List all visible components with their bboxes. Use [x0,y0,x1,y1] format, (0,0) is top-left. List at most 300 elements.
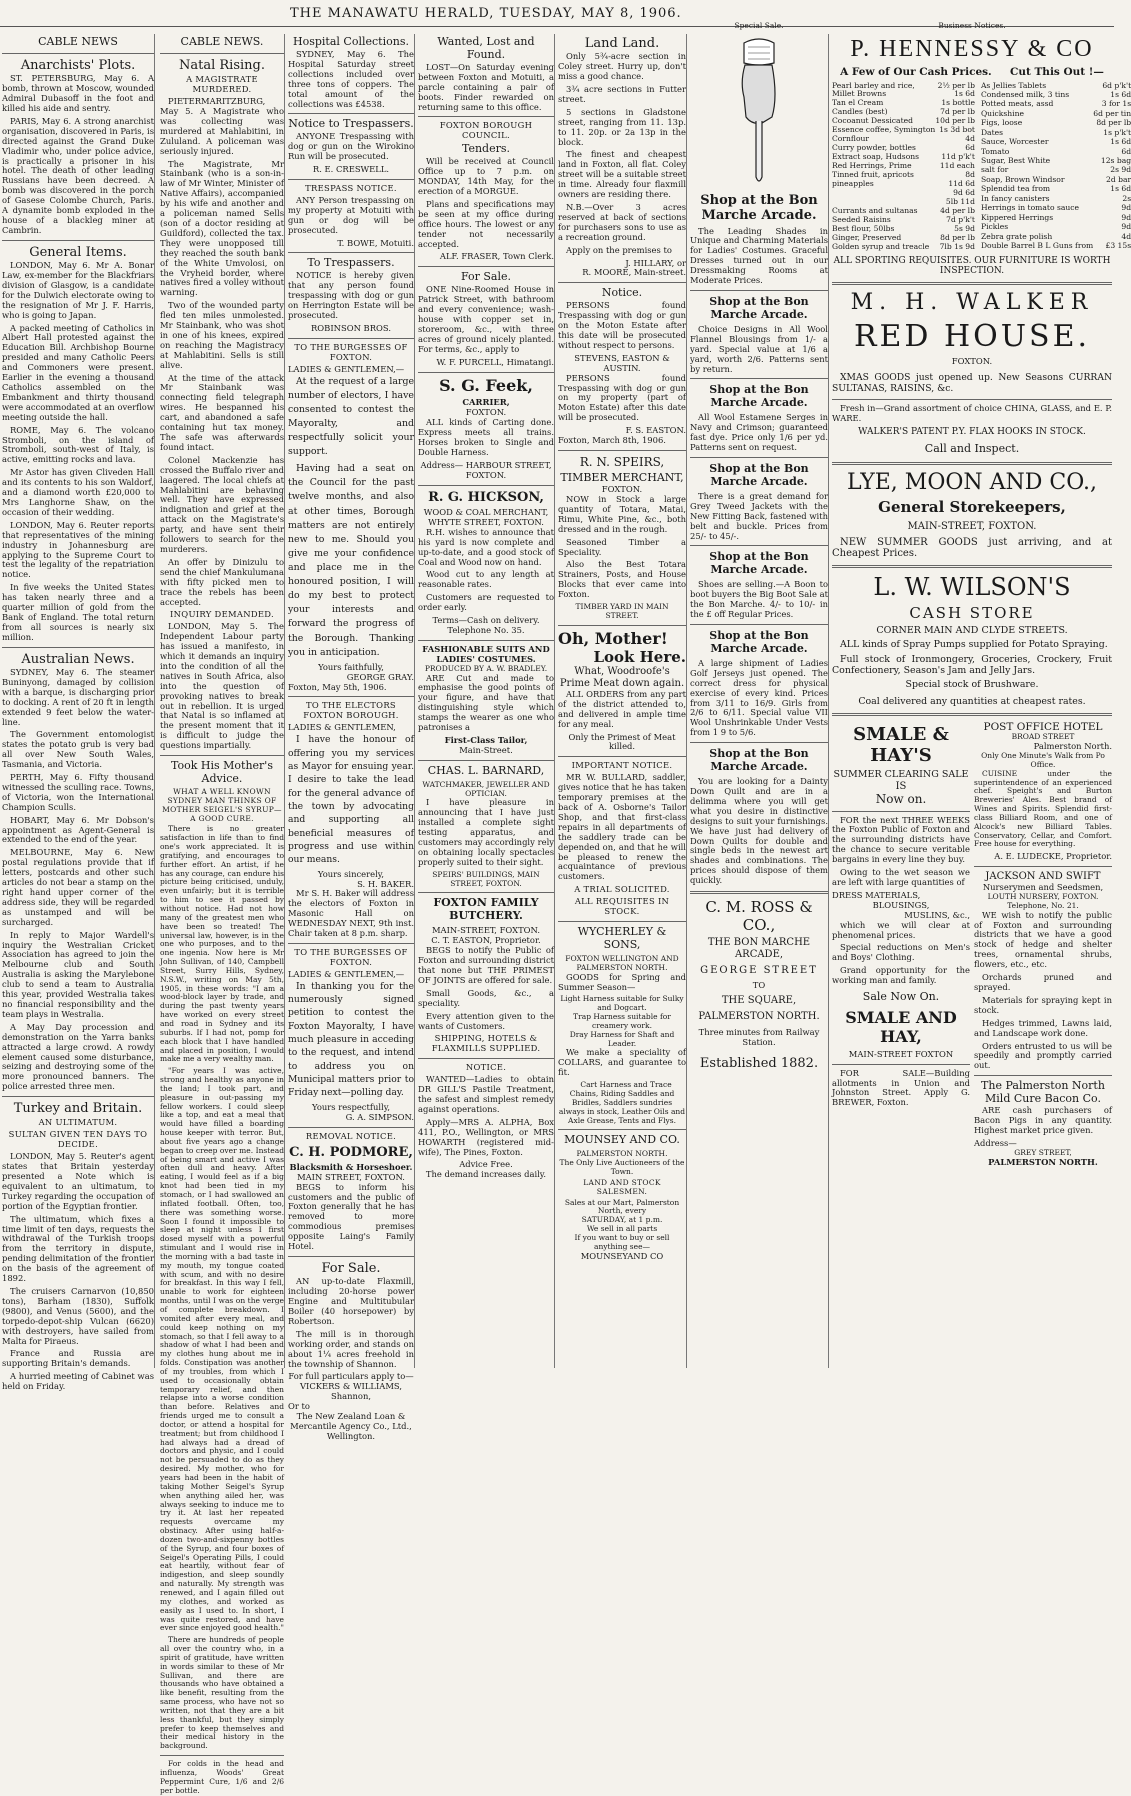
podmore-name: C. H. PODMORE, [289,1144,413,1160]
heading-bon-marche: Shop at the Bon Marche Arcade. [709,461,809,488]
hickson-terms: Terms—Cash on delivery. [432,615,540,626]
hickson-address: WHYTE STREET, FOXTON. [428,516,544,527]
wilson-corner: CORNER MAIN AND CLYDE STREETS. [876,625,1068,637]
paragraph: WANTED—Ladies to obtain DR GILL'S Pastile Treatment, the safest and simplest remedy against operations. [418,1074,554,1114]
price-item: Dates [980,127,1004,137]
heading-natal-rising: Natal Rising. [179,57,265,73]
heading-bon-marche: Shop at the Bon Marche Arcade. [709,629,809,655]
paragraph: BEGS to inform his customers and the public of Foxton generally that he has removed to more commodious premises opposite Laing's Family Hotel. [288,1181,414,1252]
price-item: Zebra grate polish [980,231,1053,241]
paragraph: Grand opportunity for the working man and family. [832,965,970,986]
wilson-store: CASH STORE [909,603,1035,622]
smale-hay-ad [832,721,970,1111]
po-hotel-street: BROAD STREET [1011,732,1075,742]
price-value: 9d [1121,203,1131,213]
wycherley-item: Light Harness suitable for Sulky and Dogcart. [560,994,684,1013]
column-business-notices [832,21,1131,1368]
paragraph: Colonel Mackenzie has crossed the Buffalo river and laagered. The local chiefs at Mahlabitini are behaving well. They have expressed indignation and grief at the attack on the Magistrate's party, and have sent their followers to search for the murderers. [160,454,284,554]
bacon-town: PALMERSTON NORTH. [988,1156,1098,1167]
paragraph: which we will clear at phenomenal prices. [832,919,970,940]
mounsey-salesmen: LAND AND STOCK SALESMEN. [583,1177,661,1196]
paragraph: Apply on the premises to [566,244,672,255]
demand-line: The demand increases daily. [425,1169,547,1180]
paragraph: In five weeks the United States has taken nearly three and a quarter million of gold from the Bank of England. The total return from all sources is nearly six million. [2,582,154,642]
hennessy-subheading [832,66,1112,78]
price-item: Herrings in tomato sauce [980,203,1080,213]
page-title: THE MANAWATU HERALD, TUESDAY, MAY 8, 1906. [290,6,682,21]
all-requisites: ALL REQUISITES IN STOCK. [574,896,670,917]
wilson-coal: Coal delivered any quantities at cheapest rates. [858,695,1086,707]
hennessy-footer: ALL SPORTING REQUISITES. OUR FURNITURE IS WORTH INSPECTION. [833,255,1111,277]
heading-to-trespassers: To Trespassers. [307,256,395,270]
paragraph: PERSONS found Trespassing with dog or gun on the Moton Estate after this date will be prosecuted without respect to persons. [558,300,686,350]
paragraph: The Government entomologist states the potato grub is very bad all over New South Wales, Tasmania, and Victoria. [2,729,154,770]
heading-australian-news: Australian News. [21,651,135,667]
paragraph: An offer by Dinizulu to send the chief Mankulumana with fifty picked men to trace the rebels has been accepted. [160,556,284,607]
paragraph: The cruisers Carnarvon (10,850 tons), Barham (1830), Suffolk (9800), and Venus (5600), and the torpedo-depot-ship Vulcan (6620) with destroyers, have sailed from Malta for Piraeus. [2,1285,154,1346]
paragraph: In thanking you for the numerously signed petition to contest the Foxton Mayoralty, I have much pleasure in acceding to the request, and intend to address you on Municipal matters prior to Friday next—polling day. [288,980,414,1099]
price-value: 1s bottle [941,98,975,108]
column-notices-2 [418,34,555,1368]
podmore-trade: Blacksmith & Horseshoer. [289,1161,413,1172]
paragraph: ROME, May 6. The volcano Stromboli, on the island of Stromboli, south-west of Italy, is active, emitting rocks and lava. [2,424,154,465]
price-item: Red Herrings, Prime [832,161,912,171]
mounsey-sell: We sell in all parts [586,1224,658,1234]
paragraph: R.H. wishes to announce that his yard is now complete and up-to-date, and a good stock of Coal and Wood now on hand. [418,526,554,567]
price-item: Sauce, Worcester [980,137,1049,147]
ross-town: PALMERSTON NORTH. [698,1010,820,1022]
price-value: 8d per lb [1096,118,1131,128]
paragraph: A packed meeting of Catholics in Albert Hall protested against the Education Bill. Archbishop Bourne presided and many Catholic Peers and Commoners were present. Earlier in the evening a thousand Catholics assembled on the Embankment and thirty thousand were accommodated at an overflow meeting outside the hall. [2,322,154,422]
price-item [832,189,935,198]
paragraph: I have the honour of offering you my services as Mayor for ensuing year. I desire to take the lead for the general advance of the town by advocating and supporting all beneficial measures of progress and use within our means. [288,734,414,866]
heading-special-sale: Special Sale. [734,21,784,30]
price-value: 1s 6d [954,89,975,99]
heading-anarchists: Anarchists' Plots. [20,57,136,73]
walker-name: M. H. WALKER [850,289,1094,315]
wilson-special: Special stock of Brushware. [905,678,1039,690]
paragraph: ARE Cut and made to emphasise the good points of your figure, and have that distinguishing style which stamps the wearer as one who patronises a [418,672,554,733]
butchery-address: MAIN-STREET, FOXTON. [431,925,541,936]
advice-free: Advice Free. [459,1159,513,1170]
heading-for-sale-house: For Sale. [460,270,512,284]
column-cable-news [2,34,155,1392]
paragraph: There is no greater satisfaction in life than to find one's work appreciated. It is gratifying, and encourages to further effort. An artist, if he has any courage, can endure his picture being criticised, unduly, even unfairly; but it is terrible to him to see it passed by without notice. Had not how many of the greatest men who have been so treated! The universal law, however, is in the one who purposes, and to the one ingenia. Now here is Mr John Sullivan, of 140, Campbell Street, Surry Hills, Sydney, N.S.W., writing on May 5th, 1905, in these words: "I am a wood-block layer by trade, and during the past twenty years have worked on every street and road in Sydney and its suburbs. If I had not, pomp for each block that I have handled and placed in position, I would make me a very wealthy man. [160,824,284,1064]
price-value: 3 for 1s [1101,99,1131,109]
price-item: Sugar, Best White [980,156,1051,166]
footnote: For colds in the head and influenza, Woods' Great Peppermint Cure, 1/6 and 2/6 per bottle. [160,1759,284,1795]
price-value: 2s [1122,193,1131,203]
price-item: In fancy canisters [980,193,1050,203]
signature: The New Zealand Loan & Mercantile Agency Co., Ltd., Wellington. [290,1411,412,1441]
paragraph: N.B.—Over 3 acres reserved at back of sections for purchasers sons to use as a recreation ground. [558,202,686,242]
subheading-sultan: SULTAN GIVEN TEN DAYS TO DECIDE. [8,1129,148,1150]
paragraph: GOODS for Spring and Summer Season— [558,971,686,992]
price-value: £3 15s [1105,240,1131,250]
po-hotel-minute: Only One Minute's Walk from Po Office. [981,751,1105,769]
barnard-trade: WATCHMAKER, JEWELLER AND OPTICIAN. [422,779,550,798]
paragraph: ANYONE Trespassing with dog or gun on the Wirokino Run will be prosecuted. [288,131,414,162]
paragraph: Two of the wounded party fled ten miles unmolested. Mr Stainbank, who was shot in one of his knees, expired on reaching the Magistracy at Mahlabitini. Sells is still alive. [160,300,284,370]
paragraph: SYDNEY, May 6. The steamer Buninyong, damaged by collision with a barque, is discharging prior to docking. A rent of 20 ft in length extended 9 feet below the water-line. [2,666,154,727]
paragraph: HOBART, May 6. Mr Dobson's appointment as Agent-General is extended to the end of the year. [2,814,154,845]
jackson-swift-name: JACKSON AND SWIFT [985,871,1101,883]
price-value: 6d per tin [1093,108,1131,118]
paragraph: The Leading Shades in Unique and Charming Materials for Ladies' Costumes. Graceful Dresses turned out in our Dressmaking Rooms at Moderate Prices. [690,225,828,286]
price-value: 11d p'k't [941,152,975,162]
paragraph: Only 5¾-acre section in Coley street. Hurry up, don't miss a good chance. [558,51,686,82]
paragraph: A hurried meeting of Cabinet was held on Friday. [2,1371,154,1392]
subheading-inquiry: INQUIRY DEMANDED. [170,609,274,620]
smale-sale-now-on: Sale Now On. [862,990,940,1004]
speirs-name: R. N. SPEIRS, [579,455,665,470]
jackson-swift-address: LOUTH NURSERY, FOXTON. [987,891,1099,901]
heading-wanted-lost-found: Wanted, Lost and Found. [437,35,535,61]
price-value: 8d per lb [940,232,975,242]
price-value: 1s p'k't [1103,127,1131,137]
signature: R. E. CRESWELL. [312,164,390,175]
paragraph: There are hundreds of people all over the country who, in a spirit of gratitude, have written in words similar to these of Mr Sullivan, and there are thousands who have obtained a like benefit, resulting from the same process, who have not so written, not that they are a bit less thankful, but they simply prefer to keep themselves and their medical history in the background. [160,1635,284,1751]
paragraph: Also the Best Totara Strainers, Posts, and House Blocks that ever came into Foxton. [558,559,686,600]
ross-minutes: Three minutes from Railway Station. [698,1027,820,1048]
podmore-address: MAIN STREET, FOXTON. [297,1171,405,1182]
po-hotel-name: POST OFFICE HOTEL [983,720,1103,733]
price-item: Candles (best) [832,107,888,117]
paragraph: ALL ORDERS from any part of the district attended to, and delivered in ample time for any meal. [558,688,686,729]
price-value: 5s 9d [954,223,975,233]
price-item: Soap, Brown Windsor [980,174,1065,184]
price-item: Pickles [980,222,1009,232]
paragraph: Full stock of Ironmongery, Groceries, Crockery, Fruit Confectionery, Season's Jam and Jelly Jars. [832,653,1112,676]
price-value: 7d per lb [940,107,975,117]
paragraph: The ultimatum, which fixes a time limit of ten days, requests the withdrawal of the Turkish troops from the territory in dispute, pending delimitation of the frontier on the basis of the agreement of 1892. [2,1213,154,1284]
paragraph: LONDON, May 6. Reuter reports that representatives of the mining industry in Johannesburg are applying to the Supreme Court to test the legality of the repatriation notice. [2,519,154,580]
smale-list-item: MUSLINS, &c., [904,909,970,920]
paragraph: XMAS GOODS just opened up. New Seasons CURRAN SULTANAS, RAISINS, &c. [832,372,1112,394]
heading-hospital: Hospital Collections. [293,35,409,48]
price-item: Extract soap, Hudsons [832,152,920,162]
paragraph: BEGS to notify the Public of Foxton and surrounding district that none but THE PRIMEST OF JOINTS are offered for sale. [418,945,554,985]
paragraph: ANY Person trespassing on my property at Motuiti with gun or dog will be prosecuted. [288,194,414,235]
signature: S. H. BAKER. [357,878,414,889]
woodroofe-look-here: Look Here. [593,647,686,666]
price-item: Curry powder, bottles [832,143,916,153]
price-value: 10d per lb [935,116,975,126]
heading-notice: NOTICE. [465,1062,507,1073]
woodroofe-primest: Only the Primest of Meat killed. [568,731,676,752]
or-line: Or to [288,1401,310,1412]
paragraph: Cart Harness and Trace Chains, Riding Saddles and Bridles, Saddlers sundries always in stock, Leather Oils and Axle Grease, Tents and Flys. [558,1080,686,1125]
heading-notice: Notice. [601,286,643,300]
bradley-tailor: First-Class Tailor, [444,734,528,745]
ross-arcade: THE BON MARCHE ARCADE, [707,937,811,961]
speirs-town: FOXTON. [601,484,643,495]
red-house-town: FOXTON. [951,356,993,367]
price-value: 11d 6d [948,179,975,189]
price-item: Double Barrel B L Guns from [980,240,1094,250]
paragraph: The mill is in thorough working order, and stands on about 1¼ acres freehold in the township of Shannon. [288,1328,414,1369]
heading-important-notice: IMPORTANT NOTICE. [571,760,673,771]
paragraph: LONDON, May 6. Mr A. Bonar Law, ex-member for the Blackfriars division of Glasgow, is a candidate for the Dulwich electorate owing to the resignation of Mr J. F. Harris, who is going to Japan. [2,260,154,320]
paragraph: Orders entrusted to us will be speedily and promptly carried out. [974,1040,1112,1071]
jackson-swift-trade: Nurserymen and Seedsmen, [982,882,1104,893]
paragraph: "For years I was active, strong and healthy as anyone in the land; I took part, and pleasure in out-passing my fellow workers. I could sleep like a top, and eat a meal that would have filled a boarding house keeper with terror. But, about five years ago a change began to creep over me. Instead of being smart and active I was often dull and heavy. After eating, I would feel as if a big knot had been tied in my stomach, or I had swallowed an inflated football. Often, too, there was something worse. Soon I found it impossible to sleep at night unless I first dosed myself with a powerful stimulant and I would rise in the morning with a bad taste in my mouth, my tongue coated with scum, and with no desire for breakfast. In this way I fell, unable to work for eighteen months, until I was on the verge of complete breakdown. I vomited after every meal, and could keep nothing on my stomach, so that I fell away to a shadow of what I had been and my clothes hung about me in folds. Constipation was another of my troubles, from which I used to occasionally obtain temporary relief, and then relapse into a worse condition than before. Relatives and friends urged me to consult a doctor, or attend a hospital for treatment; but from childhood I had always had a dread of doctors and physic, and I could not be persuaded to do as they desired. My mother, who for years had been in the habit of taking Mother Seigel's Syrup when anything ailed her, was always seeking to induce me to try it. At last her repeated requests overcame my obstinacy. After using half-a-dozen two-and-sixpenny bottles of the Syrup, and four boxes of Seigel's Operating Pills, I could eat heartily, without fear of indigestion, and sleep soundly and naturally. My strength was renewed, and I again filled out my clothes, and worked as easily as I used to. In short, I was quite restored, and have ever since enjoyed good health." [160,1066,284,1633]
paragraph: Mr S. H. Baker will address the electors of Foxton in Masonic Hall on WEDNESDAY NEXT, 9th inst. Chair taken at 8 p.m. sharp. [288,888,414,939]
paragraph: There is a great demand for Grey Tweed Jackets with the New Fitting Back, fastened with belt and buckle. Prices from 25/- to 45/-. [690,490,828,541]
bacon-co-name: The Palmerston North Mild Cure Bacon Co. [981,1079,1105,1106]
feek-name: S. G. Feek, [439,375,533,395]
paragraph: NOTICE is hereby given that any person found trespassing with dog or gun on Herrington Estate will be prosecuted. [288,270,414,321]
call-inspect: Call and Inspect. [924,442,1020,456]
paragraph: ALL kinds of Carting done. Express meets all trains. Horses broken to Single and Double Harness. [418,417,554,457]
price-value: 4d [1121,231,1131,241]
hennessy-cash-prices: A Few of Our Cash Prices. [840,66,992,79]
date: Foxton, May 5th, 1906. [288,681,387,692]
column-notices-1 [288,34,415,1441]
smale-now-on: Now on. [875,792,927,807]
heading-business-notices: Business Notices. [938,21,1006,30]
paragraph: At the time of the attack Mr Stainbank was connecting field telegraph wires. He bespanned his cart, and abandoned a safe containing hut tax money. The safe was afterwards found intact. [160,372,284,452]
signature: ROBINSON BROS. [311,322,391,333]
paragraph: CUISINE under the superintendence of an experienced chef. Speight's and Burton Breweries' Ales. Best brand of Wines and Spirits. Splendid first-class Billiard Room, and one of Alcock's new Billiard Tables. Conservatory, Cellar, and Comfort. Free house for everything. [974,768,1112,849]
hennessy-cut-out: Cut This Out !— [1010,66,1104,79]
price-value: 1s 6d [1110,137,1131,147]
price-value: 9d 6d [953,187,975,197]
mounsey-signature: MOUNSEYAND CO [580,1250,664,1261]
price-item: Tomato [980,146,1010,156]
paragraph: AN up-to-date Flaxmill, including 20-horse power Engine and Multitubular Boiler (40 horsepower) by Robertson. [288,1276,414,1326]
paragraph: PERTH, May 6. Fifty thousand witnessed the sculling race. Towns, of Victoria, won the International Champion Sculls. [2,772,154,812]
price-lists [832,80,1131,252]
paragraph: At the request of a large number of electors, I have consented to contest the Mayoralty, and respectfully solicit your support. [288,375,414,458]
feek-address: Address— HARBOUR STREET, FOXTON. [420,459,552,480]
paragraph: Shoes are selling.—A Boon to boot buyers the Big Boot Sale at the Bon Marche. 4/- to 10/- in the £ off Regular Prices. [690,579,828,620]
paragraph: In reply to Major Wardell's inquiry the Westralian Cricket Association has agreed to join the Melbourne club and South Australia is asking the Marylebone club to send a team to Australia this year, provided Westralia takes no financial responsibility and the team plays in Westralia. [2,929,154,1019]
price-item: Best flour, 50lbs [832,223,895,233]
paragraph: LOST—On Saturday evening between Foxton and Motuiti, a parcle containing a pair of boots. Finder rewarded on returning same to this office. [418,61,554,112]
paragraph: Will be received at Council Office up to 7 p.m. on MONDAY, 14th May, for the erection of a MORGUE. [418,156,554,196]
paragraph: The finest and cheapest land in Foxton, all flat. Coley street will be a suitable street in time. Already four flaxmill owners are residing there. [558,149,686,200]
heading-trespassers: Notice to Trespassers. [288,117,414,131]
jackson-swift-telephone: Telephone, No. 21. [1007,900,1079,910]
paragraph: We make a speciality of COLLARS, and guarantee to fit. [558,1047,686,1078]
lye-moon-address: MAIN-STREET, FOXTON. [907,520,1037,532]
hickson-name: R. G. HICKSON, [428,489,544,505]
paragraph: Plans and specifications may be seen at my office during office hours. The lowest or any tender not necessarily accepted. [418,198,554,249]
heading-trespass-notice: TRESPASS NOTICE. [305,183,397,193]
price-item: Cornflour [832,134,870,144]
price-item: As Jellies Tablets [980,80,1047,90]
closing: Yours faithfully, [318,661,384,672]
heading-land: Land Land. [584,36,660,51]
price-value: 6d [1121,146,1131,156]
price-item: Ginger, Preserved [832,232,902,242]
heading-general-items: General Items. [29,244,127,260]
smale-list-item: DRESS MATERIALS, [832,889,921,900]
woodroofe-tagline: What, Woodroofe's Prime Meat down again. [559,666,685,690]
paragraph: Small Goods, &c., a speciality. [418,987,554,1008]
paragraph: Choice Designs in All Wool Flannel Blousings from 1/- a yard. Special value at 1/6 a yard, worth 2/6. Patterns sent by return. [690,323,828,374]
signature: F. S. EASTON. [625,425,686,436]
date: Foxton, March 8th, 1906. [558,435,666,446]
mounsey-name: MOUNSEY AND CO. [564,1133,680,1147]
heading-bon-marche: Shop at the Bon Marche Arcade. [709,294,809,321]
wycherley-item: Trap Harness suitable for creamery work. [573,1012,671,1030]
signature: VICKERS & WILLIAMS, Shannon, [299,1381,403,1402]
price-value: 12s bag [1100,156,1131,166]
hickson-telephone: Telephone No. 35. [447,624,525,635]
heading-took-advice: Took His Mother's Advice. [171,759,273,786]
paragraph: NEW SUMMER GOODS just arriving, and at Cheapest Prices. [832,536,1112,560]
price-value: 5lb 11d [945,196,975,206]
wycherley-towns: FOXTON WELLINGTON AND PALMERSTON NORTH. [565,953,679,972]
bradley-heading: FASHIONABLE SUITS AND LADIES' COSTUMES. [422,643,550,664]
mounsey-text: The Only Live Auctioneers of the Town. [559,1158,685,1177]
heading-burgesses-simpson: TO THE BURGESSES OF FOXTON. [294,946,408,967]
signature: J. HILLARY, or [625,257,686,268]
signature: T. BOWE, Motuiti. [337,237,414,248]
paragraph: FOR SALE—Building allotments in Union and Johnston Street. Apply G. BREWER, Foxton. [832,1067,970,1108]
mounsey-town: PALMERSTON NORTH. [576,1149,668,1159]
heading-burgesses-gray: TO THE BURGESSES OF FOXTON. [294,341,408,362]
subheading-seigels: WHAT A WELL KNOWN SYDNEY MAN THINKS OF MOTHER SEIGEL'S SYRUP—A GOOD CURE. [162,787,282,823]
price-value: 4d [965,134,975,144]
bradley-address: Main-Street. [459,744,513,755]
price-value: 2d bar [1106,174,1131,184]
salutation: LADIES & GENTLEMEN, [288,722,396,733]
paragraph: ST. PETERSBURG, May 6. A bomb, thrown at Moscow, wounded Admiral Dubasoff in the foot and killed his aide and sentry. [2,73,154,114]
price-table-left [832,82,975,252]
apply-line: For full particulars apply to— [288,1371,414,1382]
paragraph: ARE cash purchasers of Bacon Pigs in any quantity. Highest market price given. [974,1105,1112,1135]
price-item: Tan el Cream [832,98,884,108]
heading-electors-baker: TO THE ELECTORS FOXTON BOROUGH. [303,700,399,721]
paragraph: A large shipment of Ladies Golf Jerseys just opened. The correct dress for physical exercise of every kind. Prices from 3/11 to 16/9. Girls from 2/6 to 6/11. Special value VII Wool Unshrinkable Under Vests from 1 9 to 5/6. [690,657,828,738]
closing: Yours respectfully, [312,1101,390,1112]
paragraph: You are looking for a Dainty Down Quilt and are in a delimma where you will get what you desire in distinctive designs to suit your furnishings. We have just had delivery of Down Quilts for double and single beds in the newest art shades and combinations. The prices should dispose of them quickly. [690,776,828,886]
signature: R. MOORE, Main-street. [582,267,686,278]
price-row [981,242,1131,252]
feek-trade: CARRIER, [462,397,510,408]
paragraph: Orchards pruned and sprayed. [974,972,1112,992]
paragraph: Apply—MRS A. ALPHA, Box 411, P.O., Wellington, or MRS HOWARTH (registered mid-wife), The Pines, Foxton. [418,1116,554,1157]
price-value: 11d each [939,161,975,171]
paragraph: Seasoned Timber a Speciality. [558,536,686,557]
lye-moon-name: LYE, MOON AND CO., [847,470,1097,496]
paragraph: ONE Nine-Roomed House in Patrick Street, with bathroom and every convenience; wash-house with copper set in, storeroom, &c., with three acres of ground nicely planted. For terms, &c., apply to [418,284,554,354]
paragraph: FOR the next THREE WEEKS the Foxton Public of Foxton and the surrounding districts have the chance to secure veritable bargains in every line they buy. [832,814,970,865]
pointing-hand-icon [736,37,782,187]
heading-turkey-britain: Turkey and Britain. [13,1101,143,1117]
price-item: Tinned fruit, apricots [832,170,914,180]
price-value: 9d [1121,212,1131,222]
paragraph: The Magistrate, Mr Stainbank (who is a son-in-law of Mr Winter, Minister of Native Affairs), accompanied by his wife and another and a policeman named Sells (son of a doctor residing at Guildford), collected the tax. They were unopposed till they reached the south bank of the White Umvolosi, on the Vryheid border, where natives fired a volley without warning. [160,158,284,298]
column-notices-3 [558,34,687,1368]
heading-bon-marche: Shop at the Bon Marche Arcade. [709,550,809,577]
speirs-yard: TIMBER YARD IN MAIN STREET. [575,602,669,620]
price-item: Essence coffee, Symington [832,125,936,135]
price-value: 4d per lb [940,205,975,215]
right-business-ads [974,721,1112,1168]
mounsey-day: SATURDAY, at 1 p.m. [581,1215,663,1225]
price-item: Millet Browns [832,89,887,99]
price-item: Seeded Raisins [832,214,891,224]
ross-to: TO [752,979,766,990]
lye-moon-trade: General Storekeepers, [878,498,1066,517]
paragraph: 3¾ acre sections in Futter street. [558,84,686,104]
price-value: 2½ per lb [937,80,975,90]
smale-list-item: BLOUSINGS, [872,899,930,910]
price-value: 9d [1121,222,1131,232]
shipping-line: SHIPPING, HOTELS & FLAXMILLS SUPPLIED. [431,1033,541,1054]
heading-bon-marche: Shop at the Bon Marche Arcade. [700,192,818,224]
subheading-ultimatum: AN ULTIMATUM. [38,1117,118,1128]
price-value: 1s 3d bot [939,125,975,135]
butchery-name: FOXTON FAMILY BUTCHERY. [433,896,539,923]
heading-tenders: Tenders. [461,142,511,156]
paragraph: NOW in Stock a large quantity of Totara, Matai, Rimu, White Pine, &c., both dressed and in the rough. [558,494,686,534]
paragraph: Owing to the wet season we are left with large quantities of [832,867,970,887]
po-hotel-signature: A. E. LUDECKE, Proprietor. [994,851,1112,862]
closing: Yours sincerely, [317,868,385,879]
paragraph: I have pleasure in announcing that I have just installed a complete sight testing apparatus, and customers may accordingly rely on obtaining locally spectacles properly suited to their sight. [418,797,554,867]
butchery-proprietor: C. T. EASTON, Proprietor. [431,935,541,946]
signature: ALF. FRASER, Town Clerk. [439,251,554,262]
column-special-sale [690,21,829,1368]
ross-street: GEORGE STREET [700,965,818,977]
price-item: Condensed milk, 3 tins [980,89,1070,99]
paragraph: All Wool Estamene Serges in Navy and Crimson; guaranteed fast dye. Price only 1/6 per yd. Patterns sent on request. [690,412,828,453]
price-item: Currants and sultanas [832,205,918,215]
mounsey-sales: Sales at our Mart, Palmerston North, every [564,1197,680,1216]
paragraph: Special reductions on Men's and Boys' Clothing. [832,942,970,963]
heading-for-sale: For Sale. [321,1260,381,1276]
price-item: Potted meats, assd [980,99,1054,109]
paragraph: Every attention given to the wants of Customers. [418,1010,554,1031]
paragraph: Materials for spraying kept in stock. [974,994,1112,1015]
heading-removal: REMOVAL NOTICE. [305,1130,397,1141]
signature: G. A. SIMPSON. [345,1111,414,1122]
price-item: Pearl barley and rice, [832,80,915,90]
price-value: 2s 9d [1110,165,1131,175]
wycherley-item: Dray Harness for Shaft and Leader. [569,1029,675,1048]
signature: W. F. PURCELL, Himatangi. [436,356,554,367]
paragraph: ALL kinds of Spray Pumps supplied for Potato Spraying. [840,639,1108,651]
paragraph: PIETERMARITZBURG, May 5. A Magistrate who was collecting was murdered at Mahlabitini, in Zululand. A policeman was seriously injured. [160,96,284,156]
price-item: Kippered Herrings [980,212,1054,222]
paragraph: MR W. BULLARD, saddler, gives notice that he has taken temporary premises at the back of A. Osborne's Tailor Shop, and that first-class repairs in all departments of the saddlery trade can be depended on, and that he will be pleased to renew the acquaintance of previous customers. [558,772,686,882]
paragraph: Fresh in—Grand assortment of choice CHINA, GLASS, and E. P. WARE. [832,402,1112,423]
price-value: 8d [965,170,975,180]
heading-cable-news: CABLE NEWS [38,35,118,48]
ross-square: THE SQUARE, [721,994,797,1006]
paragraph: France and Russia are supporting Britain's demands. [2,1348,154,1369]
paragraph: PERSONS found Trespassing with dog or gun on my property (part of Moton Estate) after this date will be prosecuted. [558,372,686,423]
hickson-trade: WOOD & COAL MERCHANT, [423,506,549,517]
price-value: 6d p'k't [1102,80,1131,90]
heading-cable-news-2: CABLE NEWS. [180,35,264,48]
subheading-magistrate-murdered: A MAGISTRATE MURDERED. [186,74,258,95]
bacon-address-label: Address— [974,1137,1017,1148]
bradley-by: PRODUCED BY A. W. BRADLEY. [424,663,548,673]
paragraph: SYDNEY, May 6. The Hospital Saturday street collections included over three tons of coppers. The total amount of the collections was £4538. [288,48,414,109]
hennessy-name: P. HENNESSY & CO [850,35,1094,62]
paragraph: Mr Astor has given Cliveden Hall and its contents to his son Waldorf, and a diamond worth £20,000 to Mrs Langhorne Shaw, on the occasion of their wedding. [2,467,154,517]
price-item: Splendid tea from [980,184,1051,194]
ross-name: C. M. ROSS & CO., [705,898,813,934]
price-item: pineapples [832,179,874,189]
red-house-name: RED HOUSE. [853,318,1091,354]
